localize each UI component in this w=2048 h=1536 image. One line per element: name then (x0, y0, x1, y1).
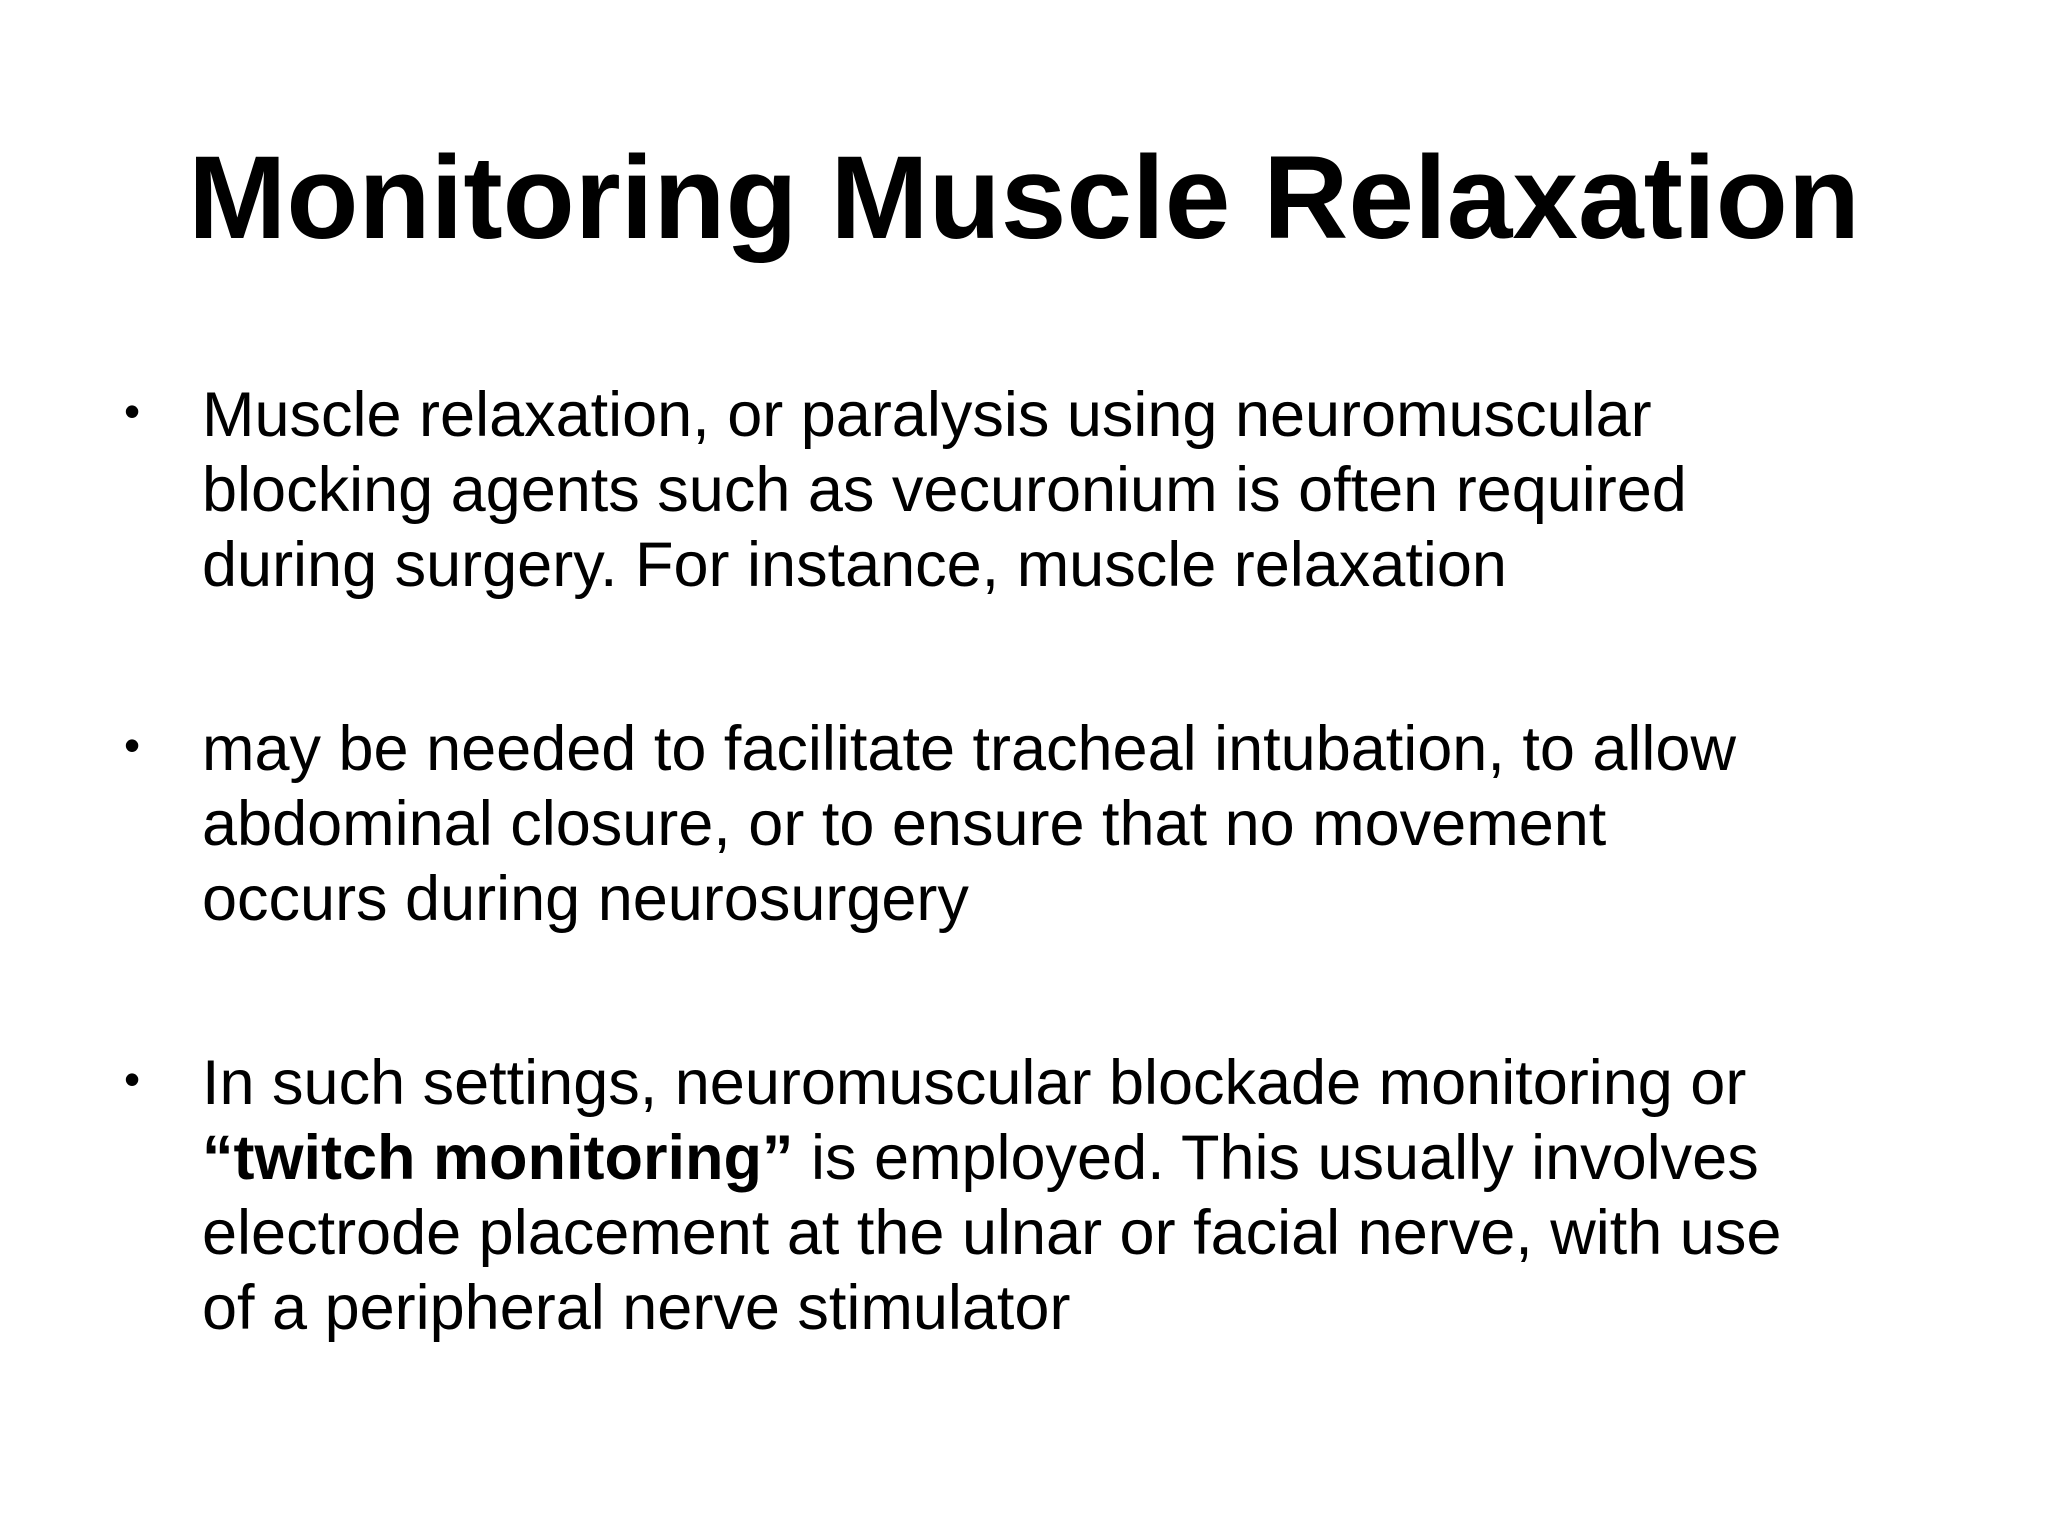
bullet-marker: • (124, 385, 141, 437)
text-run: is employed. This usually involves (793, 1123, 1759, 1193)
text-line: abdominal closure, or to ensure that no movement (202, 789, 1607, 859)
text-line: occurs during neurosurgery (202, 864, 969, 934)
bullet-marker: • (124, 1053, 141, 1105)
bullet-marker: • (124, 719, 141, 771)
text-line: may be needed to facilitate tracheal intubation, to allow (202, 714, 1736, 784)
bullet-text (202, 378, 1942, 603)
emphasized-term: “twitch monitoring” (202, 1123, 794, 1193)
text-line: of a peripheral nerve stimulator (202, 1273, 1071, 1343)
text-line: In such settings, neuromuscular blockade monitoring or (202, 1048, 1747, 1118)
text-line: electrode placement at the ulnar or facial nerve, with use (202, 1198, 1782, 1268)
bullet-text (202, 712, 1942, 937)
bullet-text (202, 1046, 1942, 1346)
text-line (202, 1121, 1942, 1196)
slide-title: Monitoring Muscle Relaxation (188, 132, 1860, 264)
text-line: blocking agents such as vecuronium is often required (202, 455, 1687, 525)
text-line: Muscle relaxation, or paralysis using neuromuscular (202, 380, 1652, 450)
text-line: during surgery. For instance, muscle relaxation (202, 530, 1507, 600)
